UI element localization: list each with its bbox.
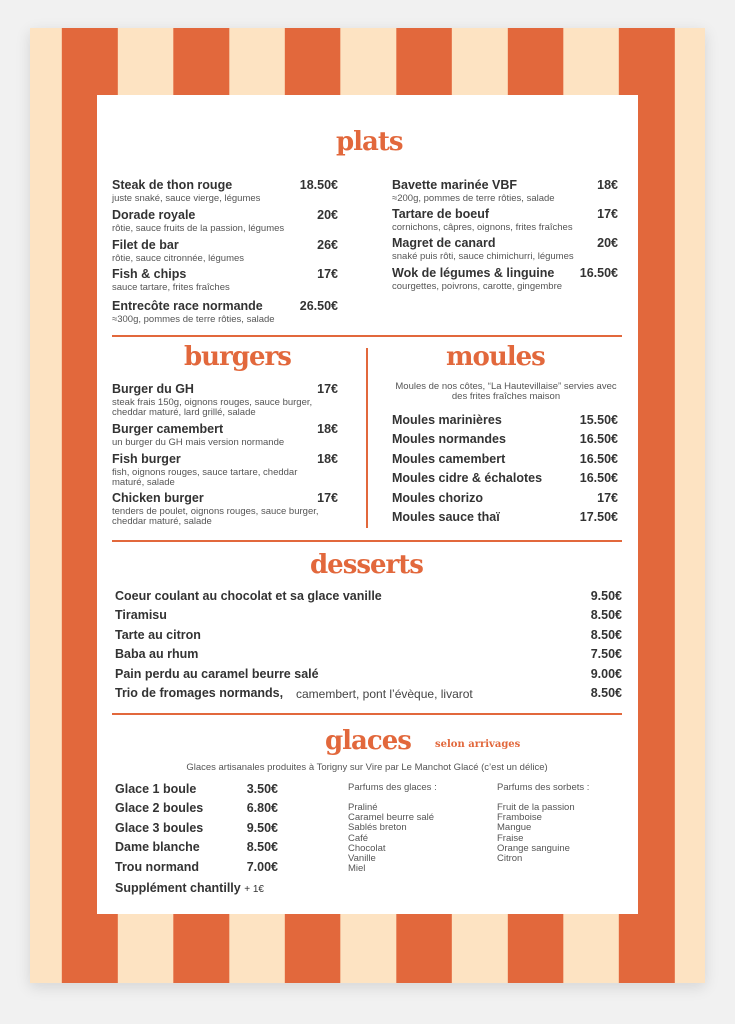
glace-name: Trou normand [115,859,200,874]
dessert-extra: camembert, pont l’évèque, livarot [296,687,473,701]
burger-price: 18€ [317,452,338,466]
divider [112,713,622,715]
burger-description: un burger du GH mais version normande [112,437,285,448]
glaces-intro: Glaces artisanales produites à Torigny sur Vire par Le Manchot Glacé (c’est un délice) [186,762,548,773]
dish-name: Tartare de boeuf [392,207,490,221]
dessert-price: 7.50€ [590,647,622,662]
supplement-name: Supplément chantilly [115,881,241,895]
glace-flavor: Caramel beurre salé [348,812,435,824]
dish-description: courgettes, poivrons, carotte, gingembre [392,281,563,292]
dish-name: Wok de légumes & linguine [392,266,555,280]
glace-flavor: Café [348,832,369,844]
glace-price: 6.80€ [246,801,278,816]
moules-price: 16.50€ [579,471,618,486]
moules-price: 17€ [597,490,618,505]
dish-price: 17€ [317,267,338,281]
dish-name: Steak de thon rouge [112,178,233,192]
sorbets-flavors-heading: Parfums des sorbets : [497,782,590,793]
glace-name: Glace 3 boules [115,820,204,835]
section-title-moules: moules [446,342,545,372]
dessert-name: Pain perdu au caramel beurre salé [115,666,319,681]
dish-description: rôtie, sauce citronnée, légumes [112,253,245,264]
glace-price: 9.50€ [246,820,278,835]
dish-name: Fish & chips [112,267,187,281]
sorbet-flavor: Orange sanguine [497,842,570,854]
divider [112,335,622,337]
dish-price: 17€ [597,207,618,221]
moules-name: Moules chorizo [392,490,483,505]
section-title-burgers: burgers [184,342,291,372]
glace-price: 7.00€ [246,859,278,874]
burger-name: Chicken burger [112,491,204,505]
dish-description: rôtie, sauce fruits de la passion, légumes [112,223,285,234]
dish-description: ≈200g, pommes de terre rôties, salade [392,193,555,204]
moules-name: Moules sauce thaï [392,510,500,524]
moules-name: Moules camembert [392,451,506,466]
dessert-name: Tiramisu [115,608,167,623]
glace-flavor: Praliné [348,802,378,813]
section-title-desserts: desserts [310,550,423,580]
glace-flavor: Sablés breton [348,822,407,834]
glaces-flavors-heading: Parfums des glaces : [348,782,437,793]
dessert-price: 8.50€ [590,608,622,623]
dish-price: 26.50€ [299,299,338,313]
dish-description: sauce tartare, frites fraîches [112,282,230,293]
section-title-glaces: glaces [325,726,411,756]
sorbet-flavor: Fruit de la passion [497,802,575,813]
dessert-name: Tarte au citron [115,627,201,642]
dish-description: ≈300g, pommes de terre rôties, salade [112,314,275,325]
vertical-divider [366,348,368,528]
dessert-price: 9.00€ [590,666,622,681]
dessert-price: 8.50€ [590,627,622,642]
glace-flavor: Vanille [348,853,376,864]
burger-name: Burger camembert [112,422,224,436]
glace-price: 8.50€ [246,840,278,855]
glaces-subtitle: selon arrivages [435,739,521,750]
dish-name: Magret de canard [392,236,496,250]
dessert-name: Trio de fromages normands, [115,686,284,700]
burger-description: tenders de poulet, oignons rouges, sauce burger, cheddar maturé, salade [112,506,319,527]
glace-price: 3.50€ [246,782,278,796]
dessert-price: 8.50€ [590,686,622,700]
dessert-name: Coeur coulant au chocolat et sa glace vanille [115,589,382,603]
dish-description: cornichons, câpres, oignons, frites fraîches [392,222,573,233]
dish-price: 20€ [597,236,618,250]
burger-description: steak frais 150g, oignons rouges, sauce burger, cheddar maturé, lard grillé, salade [112,397,313,418]
dish-price: 16.50€ [579,266,618,280]
dish-description: snaké puis rôti, sauce chimichurri, légumes [392,251,574,262]
moules-price: 16.50€ [579,432,618,447]
sorbet-flavor: Citron [497,853,523,864]
divider [112,540,622,542]
burger-price: 17€ [317,382,338,396]
dish-price: 18.50€ [299,178,338,192]
dish-description: juste snaké, sauce vierge, légumes [112,193,261,204]
burger-description: fish, oignons rouges, sauce tartare, cheddar maturé, salade [112,467,298,488]
dish-name: Entrecôte race normande [112,299,263,313]
burger-price: 17€ [317,491,338,505]
sorbet-flavor: Fraise [497,832,524,844]
moules-price: 17.50€ [579,510,618,524]
sorbet-flavor: Framboise [497,812,542,824]
glace-name: Dame blanche [115,840,200,855]
supplement-label [115,881,264,895]
dish-price: 26€ [317,238,338,252]
dessert-price: 9.50€ [590,589,622,603]
moules-price: 16.50€ [579,451,618,466]
dish-name: Filet de bar [112,238,179,252]
dish-name: Bavette marinée VBF [392,178,518,192]
dish-name: Dorade royale [112,208,196,222]
glace-flavor: Miel [348,863,366,875]
sorbet-flavor: Mangue [497,822,532,834]
burger-name: Fish burger [112,452,181,466]
dish-price: 18€ [597,178,618,192]
glace-flavor: Chocolat [348,842,386,854]
supplement-price: + 1€ [244,884,264,895]
glace-name: Glace 2 boules [115,801,204,816]
moules-price: 15.50€ [579,413,618,427]
burger-name: Burger du GH [112,382,194,396]
moules-intro: Moules de nos côtes, “La Hautevillaise” servies avec des frites fraîches maison [395,381,617,402]
moules-name: Moules normandes [392,432,506,447]
burger-price: 18€ [317,422,338,436]
section-title-plats: plats [336,127,403,157]
moules-name: Moules marinières [392,413,502,427]
moules-name: Moules cidre & échalotes [392,471,543,486]
glace-name: Glace 1 boule [115,782,197,796]
dish-price: 20€ [317,208,338,222]
dessert-name: Baba au rhum [115,647,199,662]
